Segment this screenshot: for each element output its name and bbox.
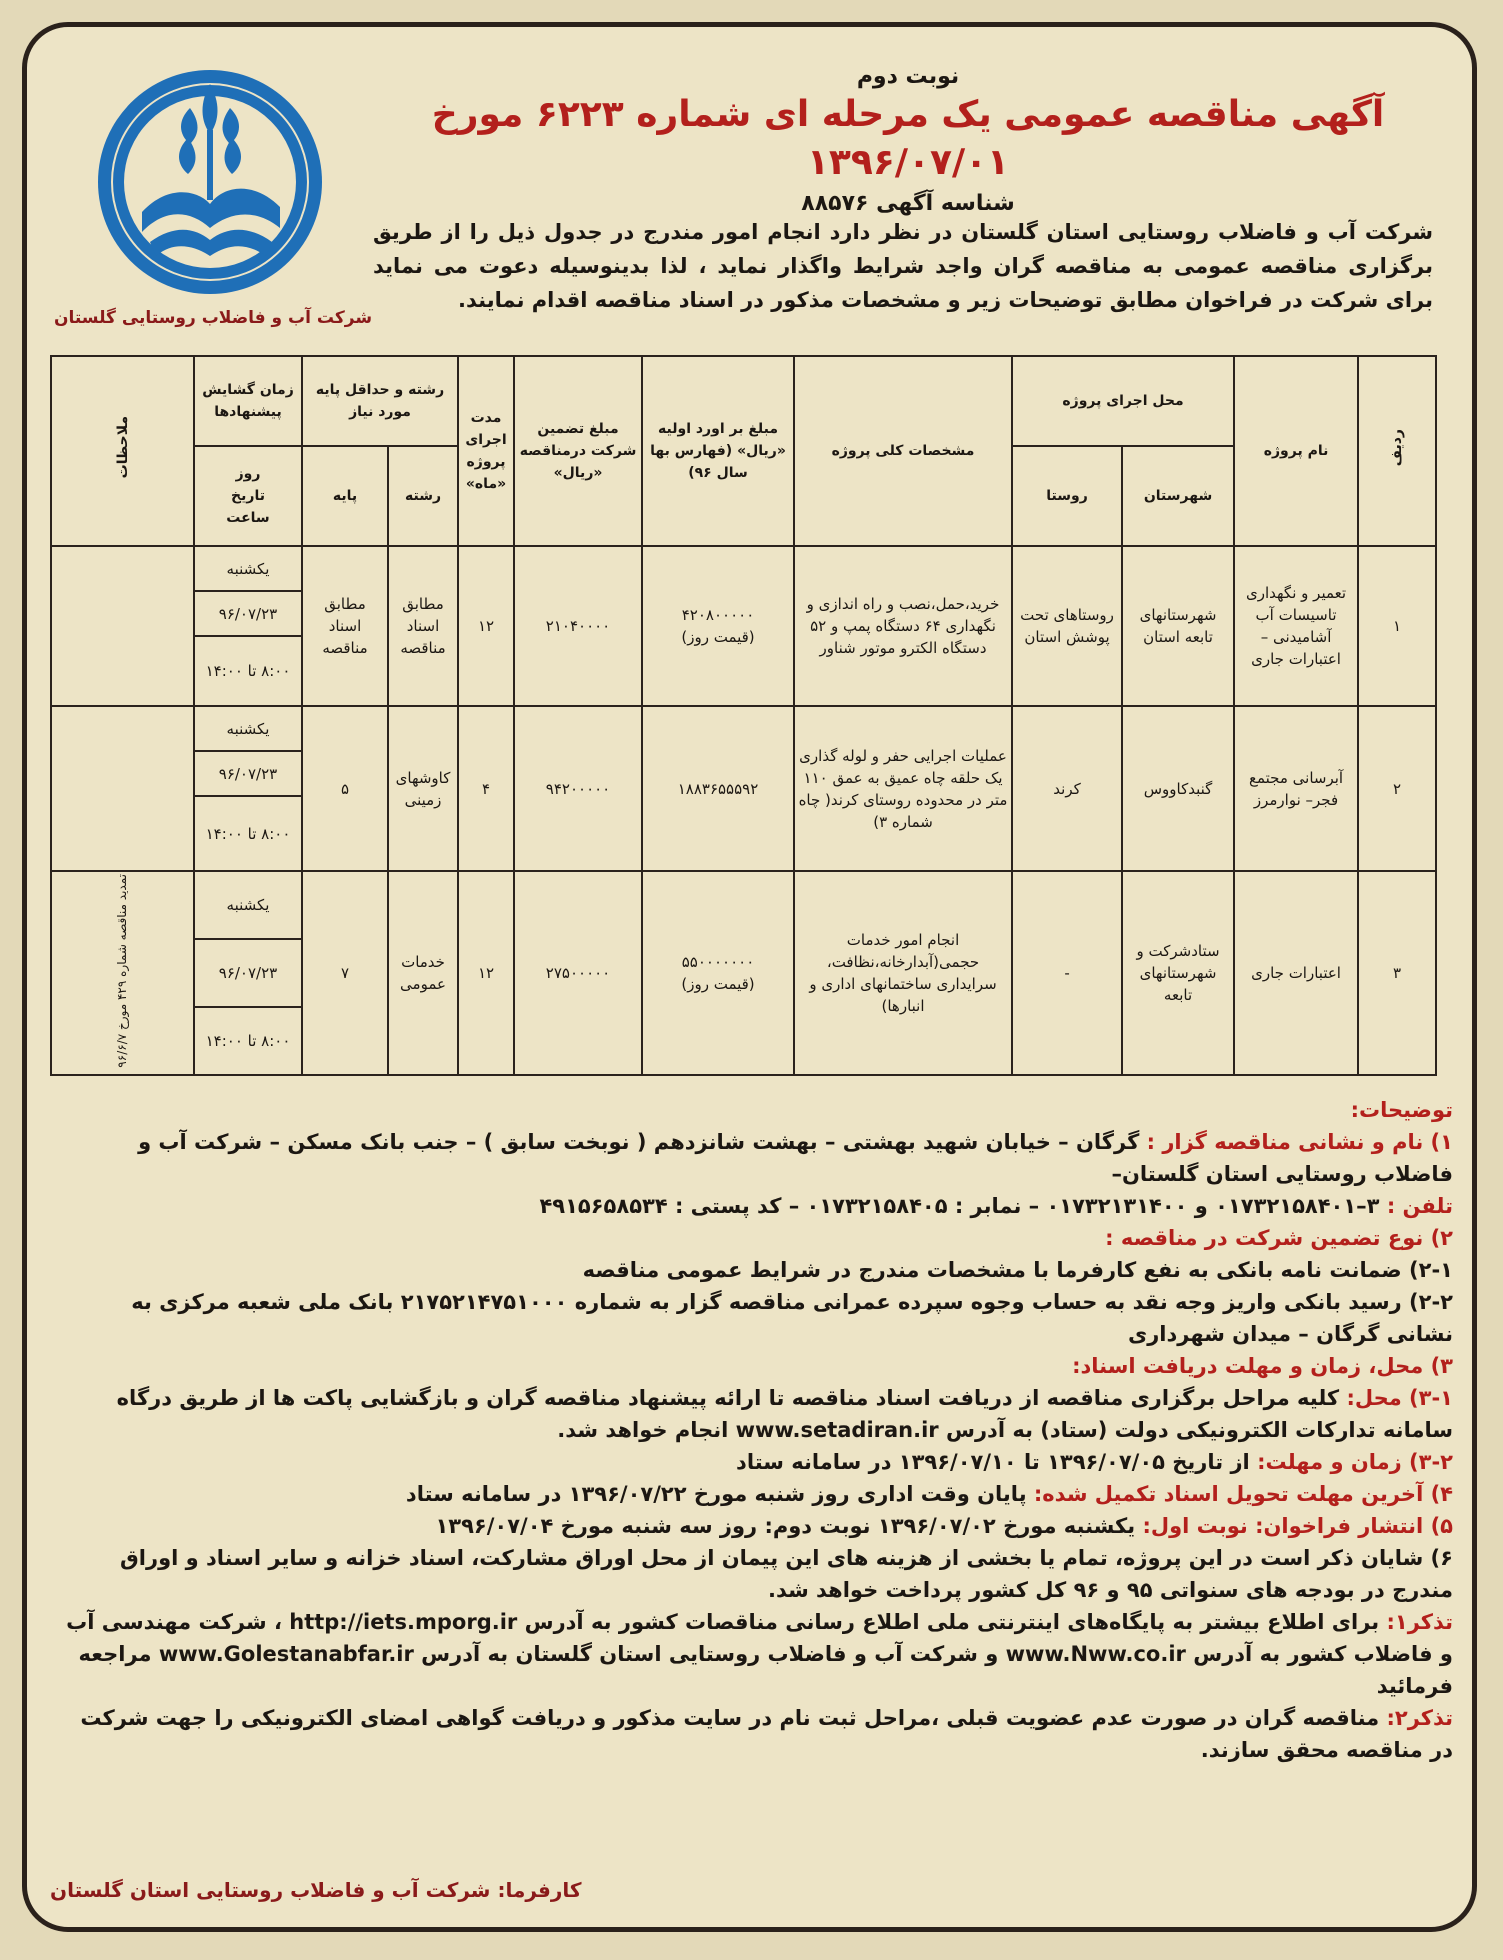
open-date: ۹۶/۰۷/۲۳ bbox=[194, 591, 302, 636]
estimate: ۴۲۰۸۰۰۰۰۰ (قیمت روز) bbox=[642, 546, 794, 706]
base: ۵ bbox=[302, 706, 388, 871]
county: گنبدکاووس bbox=[1122, 706, 1234, 871]
col-grade: رشته و حداقل پایه مورد نیاز bbox=[302, 356, 458, 446]
note-4: ۴) آخرین مهلت تحویل اسناد تکمیل شده: پایان وقت اداری روز شنبه مورخ ۱۳۹۶/۰۷/۲۲ در سامانه ستاد bbox=[405, 1482, 1453, 1506]
note-3-2: ۳-۲) زمان و مهلت: از تاریخ ۱۳۹۶/۰۷/۰۵ تا ۱۳۹۶/۰۷/۱۰ در سامانه ستاد bbox=[736, 1450, 1453, 1474]
note-2-heading: ۲) نوع تضمین شرکت در مناقصه : bbox=[1105, 1226, 1453, 1250]
col-field: رشته bbox=[388, 446, 458, 546]
base: مطابق اسناد مناقصه bbox=[302, 546, 388, 706]
guarantee: ۹۴۲۰۰۰۰۰ bbox=[514, 706, 642, 871]
open-day: یکشنبه bbox=[194, 546, 302, 591]
row-no: ۳ bbox=[1358, 871, 1436, 1075]
estimate: ۵۵۰۰۰۰۰۰۰ (قیمت روز) bbox=[642, 871, 794, 1075]
ad-id: شناسه آگهی ۸۸۵۷۶ bbox=[801, 191, 1015, 216]
village: کرند bbox=[1012, 706, 1122, 871]
specs: عملیات اجرایی حفر و لوله گذاری یک حلقه چاه عمیق به عمق ۱۱۰ متر در محدوده روستای کرند( چاه شماره ۳) bbox=[794, 706, 1012, 871]
open-date: ۹۶/۰۷/۲۳ bbox=[194, 939, 302, 1007]
notes-section bbox=[58, 1094, 1453, 1766]
col-row-no: ردیف bbox=[1358, 356, 1436, 546]
note-5: ۵) انتشار فراخوان: نوبت اول: یکشنبه مورخ ۱۳۹۶/۰۷/۰۲ نوبت دوم: روز سه شنبه مورخ ۱۳۹۶/۰۷/۰۴ bbox=[435, 1514, 1453, 1538]
guarantee: ۲۷۵۰۰۰۰۰ bbox=[514, 871, 642, 1075]
note-3-1: ۳-۱) محل: کلیه مراحل برگزاری مناقصه از دریافت اسناد مناقصه تا ارائه پیشنهاد مناقصه گران و بازگشایی پاکت ها از طریق درگاه سامانه تدارکات الکترونیکی دولت (ستاد) به آدرس www.setadiran.ir انجام خواهد شد. bbox=[116, 1386, 1453, 1442]
village: - bbox=[1012, 871, 1122, 1075]
project-name: آبرسانی مجتمع فجر– نوارمرز bbox=[1234, 706, 1358, 871]
col-village: روستا bbox=[1012, 446, 1122, 546]
note-1: ۱) نام و نشانی مناقصه گزار : گرگان – خیابان شهید بهشتی – بهشت شانزدهم ( نوبخت سابق ) – جنب بانک مسکن – شرکت آب و فاضلاب روستایی استان گلستان– bbox=[138, 1130, 1453, 1186]
row-no: ۱ bbox=[1358, 546, 1436, 706]
col-guarantee: مبلغ تضمین شرکت درمناقصه «ریال» bbox=[514, 356, 642, 546]
ad-title: آگهی مناقصه عمومی یک مرحله ای شماره ۶۲۲۳ مورخ ۱۳۹۶/۰۷/۰۱ bbox=[431, 94, 1385, 183]
open-date: ۹۶/۰۷/۲۳ bbox=[194, 751, 302, 796]
col-duration: مدت اجرای پروژه «ماه» bbox=[458, 356, 514, 546]
col-project-name: نام پروژه bbox=[1234, 356, 1358, 546]
intro-paragraph: شرکت آب و فاضلاب روستایی استان گلستان در نظر دارد انجام امور مندرج در جدول ذیل را از طریق برگزاری مناقصه عمومی به مناقصه گران واجد شرایط واگذار نماید ، لذا بدینوسیله دعوت می نماید برای شرکت در فراخوان مطابق توضیحات زیر و مشخصات مذکور در اسناد مناقصه اقدام نمایند. bbox=[373, 220, 1433, 312]
note-phone: تلفن : ۳–۰۱۷۳۲۱۵۸۴۰۱ و ۰۱۷۳۲۱۳۱۴۰۰ – نمابر : ۰۱۷۳۲۱۵۸۴۰۵ – کد پستی : ۴۹۱۵۶۵۸۵۳۴ bbox=[539, 1194, 1453, 1218]
open-day: یکشنبه bbox=[194, 706, 302, 751]
open-time: ۸:۰۰ تا ۱۴:۰۰ bbox=[194, 796, 302, 871]
note-2-1: ۲-۱) ضمانت نامه بانکی به نفع کارفرما با مشخصات مندرج در شرایط عمومی مناقصه bbox=[582, 1258, 1453, 1282]
col-base: پایه bbox=[302, 446, 388, 546]
notes-heading: توضیحات: bbox=[1350, 1098, 1453, 1122]
duration: ۴ bbox=[458, 706, 514, 871]
col-county: شهرستان bbox=[1122, 446, 1234, 546]
col-specs: مشخصات کلی پروژه bbox=[794, 356, 1012, 546]
reminder-1: تذکر۱: برای اطلاع بیشتر به پایگاه‌های اینترنتی ملی اطلاع رسانی مناقصات کشور به آدرس http://iets.mporg.ir ، شرکت مهندسی آب و فاضلاب کشور به آدرس www.Nww.co.ir و شرکت آب و فاضلاب روستایی استان گلستان به آدرس www.Golestanabfar.ir مراجعه فرمائید bbox=[66, 1610, 1453, 1698]
open-time: ۸:۰۰ تا ۱۴:۰۰ bbox=[194, 1007, 302, 1075]
logo-caption: شرکت آب و فاضلاب روستایی گلستان bbox=[53, 308, 373, 328]
open-time: ۸:۰۰ تا ۱۴:۰۰ bbox=[194, 636, 302, 706]
guarantee: ۲۱۰۴۰۰۰۰ bbox=[514, 546, 642, 706]
row-no: ۲ bbox=[1358, 706, 1436, 871]
open-day: یکشنبه bbox=[194, 871, 302, 939]
remarks bbox=[51, 546, 194, 706]
note-6: ۶) شایان ذکر است در این پروژه، تمام یا بخشی از هزینه های این پیمان از محل اوراق مشارکت، اسناد خزانه و سایر اسناد و اوراق مندرج در بودجه های سنواتی ۹۵ و ۹۶ کل کشور پرداخت خواهد شد. bbox=[120, 1546, 1453, 1602]
tender-table bbox=[50, 355, 1437, 1076]
specs: انجام امور خدمات حجمی(آبدارخانه،نظافت، سرایداری ساختمانهای اداری و انبارها) bbox=[794, 871, 1012, 1075]
table-row bbox=[51, 546, 1436, 591]
publication-round: نوبت دوم bbox=[856, 64, 960, 89]
table-header-row bbox=[51, 356, 1436, 446]
note-3-heading: ۳) محل، زمان و مهلت دریافت اسناد: bbox=[1072, 1354, 1453, 1378]
company-logo bbox=[50, 42, 370, 342]
county: شهرستانهای تابعه استان bbox=[1122, 546, 1234, 706]
base: ۷ bbox=[302, 871, 388, 1075]
col-day-date-time: روز تاریخ ساعت bbox=[194, 446, 302, 546]
field: مطابق اسناد مناقصه bbox=[388, 546, 458, 706]
ad-header bbox=[383, 64, 1433, 216]
employer-footer: کارفرما: شرکت آب و فاضلاب روستایی استان گلستان bbox=[50, 1878, 582, 1902]
field: کاوشهای زمینی bbox=[388, 706, 458, 871]
remarks: تمدید مناقصه شماره ۴۲۹ مورخ ۹۶/۶/۷ bbox=[51, 871, 194, 1075]
project-name: تعمیر و نگهداری تاسیسات آب آشامیدنی – اعتبارات جاری bbox=[1234, 546, 1358, 706]
col-location: محل اجرای پروژه bbox=[1012, 356, 1234, 446]
col-estimate: مبلغ بر اورد اولیه «ریال» (فهارس بها سال ۹۶) bbox=[642, 356, 794, 546]
field: خدمات عمومی bbox=[388, 871, 458, 1075]
duration: ۱۲ bbox=[458, 546, 514, 706]
col-remarks: ملاحظات bbox=[51, 356, 194, 546]
table-row bbox=[51, 706, 1436, 751]
note-2-2: ۲-۲) رسید بانکی واریز وجه نقد به حساب وجوه سپرده عمرانی مناقصه گزار به شماره ۲۱۷۵۲۱۴۷۵۱۰۰۰ بانک ملی شعبه مرکزی به نشانی گرگان – میدان شهرداری bbox=[131, 1290, 1453, 1346]
project-name: اعتبارات جاری bbox=[1234, 871, 1358, 1075]
col-opening: زمان گشایش پیشنهادها bbox=[194, 356, 302, 446]
table-row bbox=[51, 871, 1436, 939]
remarks bbox=[51, 706, 194, 871]
duration: ۱۲ bbox=[458, 871, 514, 1075]
village: روستاهای تحت پوشش استان bbox=[1012, 546, 1122, 706]
reminder-2: تذکر۲: مناقصه گران در صورت عدم عضویت قبلی ،مراحل ثبت نام در سایت مذکور و دریافت گواهی امضای الکترونیکی را جهت شرکت در مناقصه محقق سازند. bbox=[80, 1706, 1453, 1762]
estimate: ۱۸۸۳۶۵۵۵۹۲ bbox=[642, 706, 794, 871]
county: ستادشرکت و شهرستانهای تابعه bbox=[1122, 871, 1234, 1075]
specs: خرید،حمل،نصب و راه اندازی و نگهداری ۶۴ دستگاه پمپ و ۵۲ دستگاه الکترو موتور شناور bbox=[794, 546, 1012, 706]
